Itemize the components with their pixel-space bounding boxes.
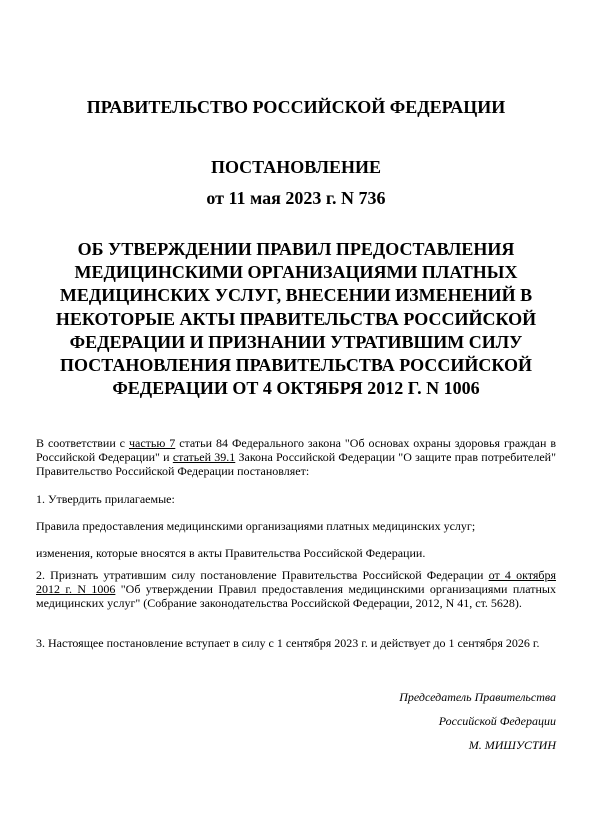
- clause-1-item-rules: Правила предоставления медицинскими организациями платных медицинских услуг;: [36, 519, 476, 533]
- preamble-text-1: В соответствии с: [36, 436, 129, 450]
- signature-position: Председатель Правительства: [399, 690, 556, 704]
- document-title: ОБ УТВЕРЖДЕНИИ ПРАВИЛ ПРЕДОСТАВЛЕНИЯ МЕДИЦИНСКИМИ ОРГАНИЗАЦИЯМИ ПЛАТНЫХ МЕДИЦИНСКИХ УСЛУГ, ВНЕСЕНИИ ИЗМЕНЕНИЙ В НЕКОТОРЫЕ АКТЫ ПРАВИТЕЛЬСТВА РОССИЙСКОЙ ФЕДЕРАЦИИ И ПРИЗНАНИИ УТРАТИВШИМ СИЛУ ПОСТАНОВЛЕНИЯ ПРАВИТЕЛЬСТВА РОССИЙСКОЙ ФЕДЕРАЦИИ ОТ 4 ОКТЯБРЯ 2012 Г. N 1006: [55, 239, 537, 399]
- signature-country: Российской Федерации: [438, 714, 556, 728]
- government-heading: ПРАВИТЕЛЬСТВО РОССИЙСКОЙ ФЕДЕРАЦИИ: [86, 97, 506, 117]
- clause-2-text-1: 2. Признать утратившим силу постановление Правительства Российской Федерации: [36, 568, 489, 582]
- preamble-text-2: статьи 84 Федерального закона "Об основах охраны здоровья граждан в Российской Федерации" и: [36, 436, 556, 464]
- preamble-paragraph: [36, 436, 556, 478]
- clause-2: [36, 568, 556, 610]
- preamble-text-3: Закона Российской Федерации "О защите прав потребителей" Правительство Российской Федерации постановляет:: [36, 450, 556, 478]
- link-article-39-1[interactable]: статьей 39.1: [172, 450, 236, 464]
- clause-1: 1. Утвердить прилагаемые:: [36, 492, 175, 506]
- link-part-7[interactable]: частью 7: [128, 436, 176, 450]
- clause-2-text-2: "Об утверждении Правил предоставления медицинскими организациями платных медицинских услуг" (Собрание законодательства Российской Федерации, 2012, N 41, ст. 5628).: [36, 582, 556, 610]
- link-decree-1006[interactable]: от 4 октября 2012 г. N 1006: [36, 568, 557, 596]
- clause-3: 3. Настоящее постановление вступает в силу с 1 сентября 2023 г. и действует до 1 сентября 2026 г.: [36, 636, 540, 650]
- date-number-heading: от 11 мая 2023 г. N 736: [206, 188, 386, 208]
- document-type-heading: ПОСТАНОВЛЕНИЕ: [210, 157, 382, 177]
- signature-name: М. МИШУСТИН: [468, 738, 556, 752]
- clause-1-item-changes: изменения, которые вносятся в акты Правительства Российской Федерации.: [36, 546, 426, 560]
